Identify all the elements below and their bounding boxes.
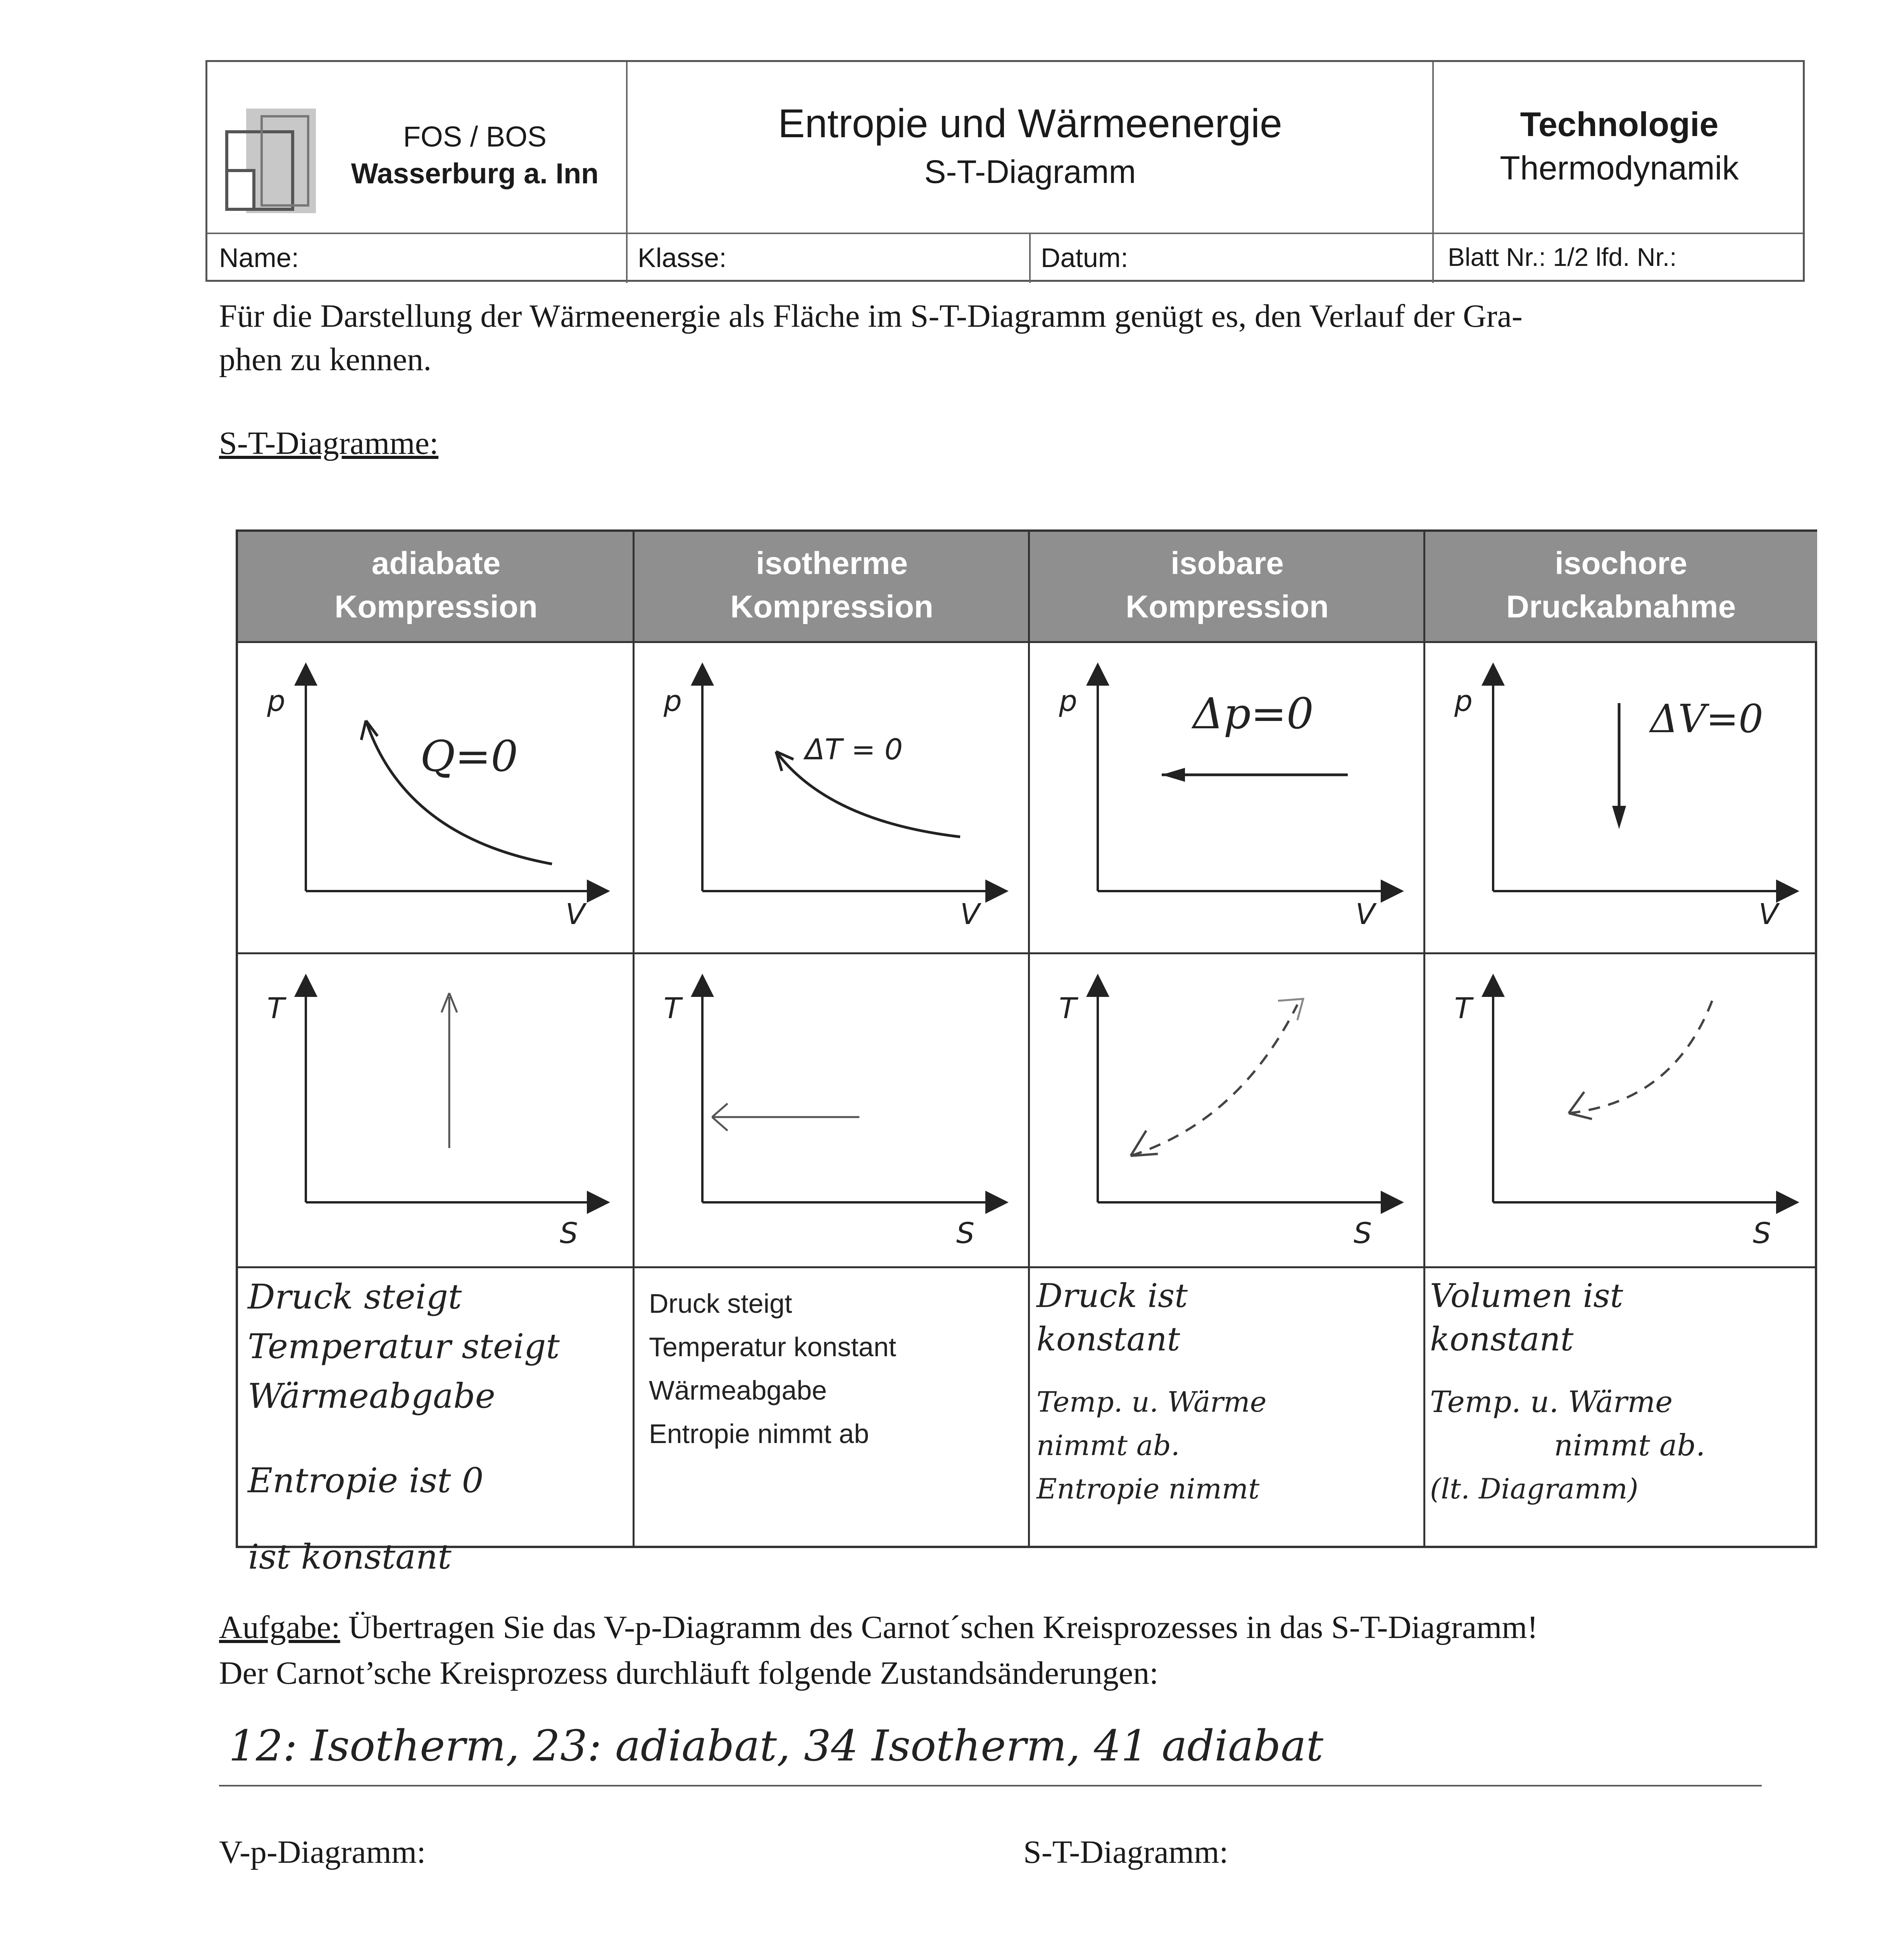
ts-diagram-adiabatic [238,954,633,1266]
note-line: Entropie ist 0 [248,1460,484,1500]
page-title: Entropie und Wärmeenergie [778,101,1282,146]
axis-t: T [664,992,681,1025]
axis-s: S [1753,1217,1771,1250]
notes-isobaric [1037,1274,1416,1510]
note-line: Druck ist [1037,1277,1188,1315]
note-line: konstant [1037,1320,1180,1358]
pv-annotation: ΔT = 0 [805,733,903,766]
pv-diagram-isothermal [635,643,1028,952]
col-header-line-2: Druckabnahme [1506,589,1736,624]
axis-t: T [1059,992,1077,1025]
axis-s: S [1354,1217,1372,1250]
note-line: Temperatur steigt [248,1326,560,1366]
task-handwritten-answer: 12: Isotherm, 23: adiabat, 34 Isotherm, 41 adiabat [229,1721,1323,1771]
pv-diagram-isochoric [1425,643,1817,952]
col-header-line-2: Kompression [1126,589,1329,624]
axis-v: V [960,898,980,931]
notes-adiabatic-overflow: ist konstant [248,1537,452,1577]
header-box [205,60,1805,282]
subject-label: Technologie [1520,105,1719,143]
axis-t: T [1454,992,1472,1025]
header-divider [207,233,1803,234]
notes-isothermal [649,1282,1017,1455]
col-header-line-1: isotherme [756,546,908,581]
school-logo-icon [219,109,320,221]
ts-diagram-isobaric [1030,954,1423,1266]
school-line-2: Wasserburg a. Inn [351,157,599,190]
notes-isochoric [1430,1274,1814,1510]
col-header-line-2: Kompression [730,589,933,624]
notes-adiabatic [248,1272,628,1505]
sheet-number-label: Blatt Nr.: 1/2 lfd. Nr.: [1448,243,1677,271]
note-line: Temperatur konstant [649,1332,897,1362]
col-header-isochoric [1425,532,1817,641]
col-header-adiabatic [238,532,634,641]
note-line: (lt. Diagramm) [1430,1472,1638,1505]
st-diagram-label: S-T-Diagramm: [1023,1834,1228,1870]
ts-diagram-isochoric [1425,954,1817,1266]
topic-label: Thermodynamik [1500,150,1739,187]
intro-line-1: Für die Darstellung der Wärmeenergie als Fläche im S-T-Diagramm genügt es, den Verlauf der Gra- [219,298,1523,334]
answer-line [219,1785,1762,1786]
header-col-divider-4 [1432,233,1434,283]
axis-p: p [1454,685,1473,718]
header-col-divider-3 [1029,233,1031,283]
table-row-line [238,1266,1815,1268]
pv-annotation: Q=0 [420,731,518,781]
class-label: Klasse: [638,243,727,273]
col-header-isothermal [634,532,1030,641]
header-col-divider-2 [1432,62,1434,233]
axis-t: T [267,992,285,1025]
page-subtitle: S-T-Diagramm [924,153,1136,190]
note-line: Wärmeabgabe [248,1376,495,1416]
note-line: Wärmeabgabe [649,1375,827,1405]
axis-s: S [560,1217,578,1250]
school-line-1: FOS / BOS [403,121,547,153]
note-line: Temp. u. Wärme [1430,1385,1673,1419]
note-line [1037,1361,1416,1380]
section-heading: S-T-Diagramme: [219,425,439,461]
pv-diagram-adiabatic [238,643,633,952]
note-line: nimmt ab. [1037,1429,1180,1462]
axis-v: V [1759,898,1778,931]
vp-diagram-label: V-p-Diagramm: [219,1834,426,1870]
date-label: Datum: [1041,243,1128,273]
axis-s: S [956,1217,974,1250]
pv-annotation: ΔV=0 [1650,696,1763,741]
axis-v: V [566,898,585,931]
note-line: Druck steigt [248,1277,462,1317]
note-line: Entropie nimmt ab [649,1419,869,1449]
col-header-isobaric [1030,532,1425,641]
ts-diagram-isothermal [635,954,1028,1266]
axis-v: V [1356,898,1375,931]
task-line-1 [219,1605,1816,1650]
pv-diagram-isobaric [1030,643,1423,952]
note-line: Entropie nimmt [1037,1472,1260,1505]
note-line: Volumen ist [1430,1277,1623,1315]
name-label: Name: [219,243,299,273]
note-line [1430,1361,1814,1380]
note-line [248,1421,628,1456]
note-line: konstant [1430,1320,1574,1358]
note-line: Temp. u. Wärme [1037,1386,1267,1418]
task-line-2: Der Carnot’sche Kreisprozess durchläuft folgende Zustandsänderungen: [219,1655,1159,1691]
pv-annotation: Δp=0 [1193,689,1314,738]
note-line: Druck steigt [649,1288,792,1319]
col-header-line-2: Kompression [335,589,538,624]
axis-p: p [1059,685,1077,718]
intro-line-2: phen zu kennen. [219,341,432,378]
axis-p: p [664,685,682,718]
axis-p: p [267,685,285,718]
task-label: Aufgabe: [219,1609,340,1645]
col-header-line-1: adiabate [371,546,501,581]
col-header-line-1: isochore [1555,546,1687,581]
st-diagram-table [236,529,1817,1548]
task-text: Übertragen Sie das V-p-Diagramm des Carnot´schen Kreisprozesses in das S-T-Diagramm! [340,1609,1538,1645]
header-col-divider-1 [626,62,628,283]
task-block [219,1605,1816,1696]
note-line: nimmt ab. [1554,1428,1706,1462]
col-header-line-1: isobare [1171,546,1284,581]
intro-paragraph [219,295,1808,381]
